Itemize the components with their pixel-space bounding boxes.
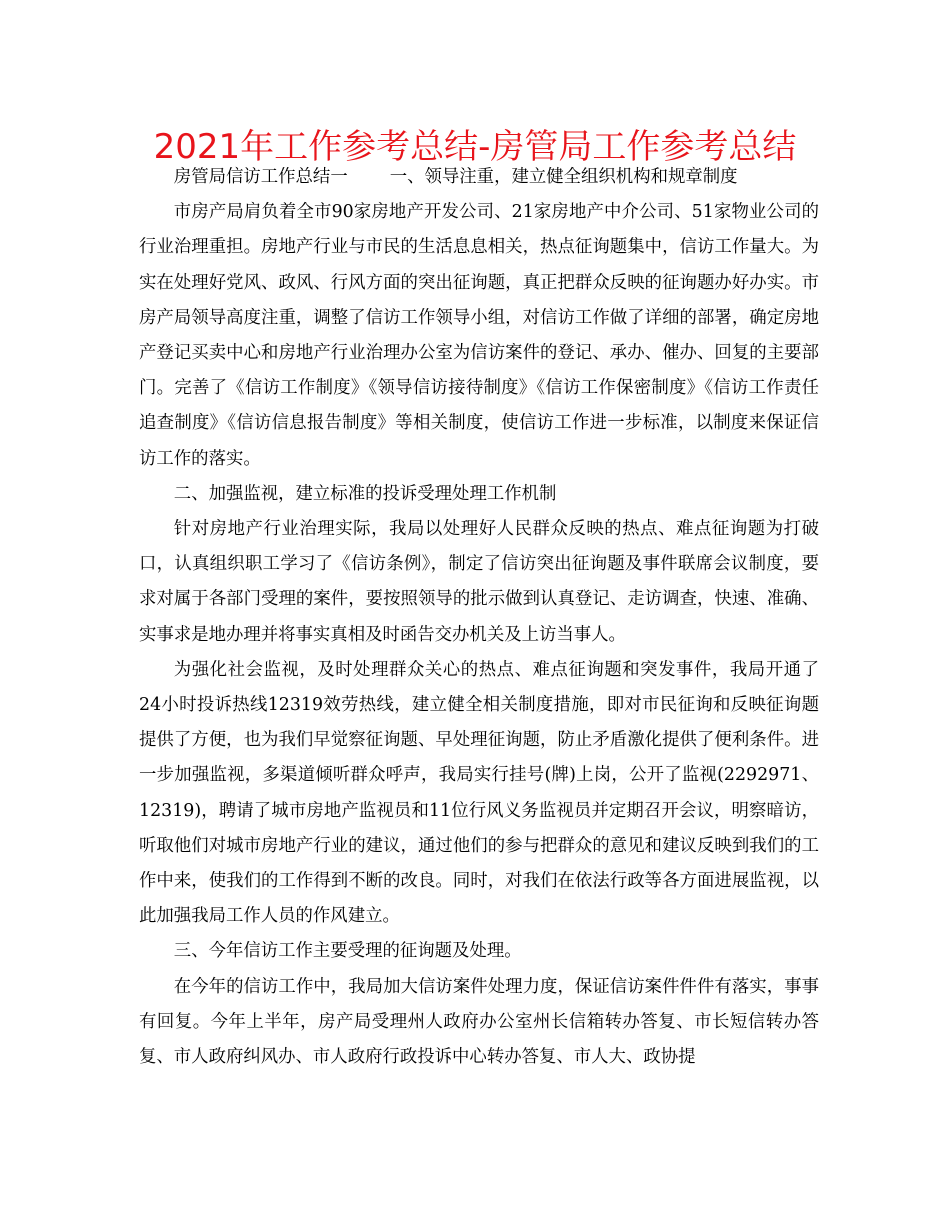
section-heading-2: 二、加强监视，建立标准的投诉受理处理工作机制	[173, 483, 557, 504]
intro-line	[139, 160, 819, 195]
paragraph-2: 针对房地产行业治理实际，我局以处理好人民群众反映的热点、难点征询题为打破口，认真组织职工学习了《信访条例》，制定了信访突出征询题及事件联席会议制度，要求对属于各部门受理的案件，要按照领导的批示做到认真登记、走访调查，快速、准确、实事求是地办理并将事实真相及时函告交办机关及上访当事人。	[139, 519, 819, 645]
paragraph-3: 为强化社会监视，及时处理群众关心的热点、难点征询题和突发事件，我局开通了24小时投诉热线12319效劳热线，建立健全相关制度措施，即对市民征询和反映征询题提供了方便，也为我们早觉察征询题、早处理征询题，防止矛盾激化提供了便利条件。进一步加强监视，多渠道倾听群众呼声，我局实行挂号(牌)上岗，公开了监视(2292971、12319)，聘请了城市房地产监视员和11位行风义务监视员并定期召开会议，明察暗访，听取他们对城市房地产行业的建议，通过他们的参与把群众的意见和建议反映到我们的工作中来，使我们的工作得到不断的改良。同时，对我们在依法行政等各方面进展监视，以此加强我局工作人员的作风建立。	[139, 659, 819, 927]
paragraph-1: 市房产局肩负着全市90家房地产开发公司、21家房地产中介公司、51家物业公司的行业治理重担。房地产行业与市民的生活息息相关，热点征询题集中，信访工作量大。为实在处理好党风、政风、行风方面的突出征询题，真正把群众反映的征询题办好办实。市房产局领导高度注重，调整了信访工作领导小组，对信访工作做了详细的部署，确定房地产登记买卖中心和房地产行业治理办公室为信访案件的登记、承办、催办、回复的主要部门。完善了《信访工作制度》《领导信访接待制度》《信访工作保密制度》《信访工作责任追查制度》《信访信息报告制度》等相关制度，使信访工作进一步标准，以制度来保证信访工作的落实。	[139, 202, 819, 469]
intro-heading: 房管局信访工作总结一	[173, 167, 348, 187]
document-body	[139, 160, 819, 1075]
paragraph-4: 在今年的信访工作中，我局加大信访案件处理力度，保证信访案件件件有落实，事事有回复。今年上半年，房产局受理州人政府办公室州长信箱转办答复、市长短信转办答复、市人政府纠风办、市人政府行政投诉中心转办答复、市人大、政协提	[139, 976, 819, 1068]
section-heading-1: 一、领导注重，建立健全组织机构和规章制度	[389, 167, 738, 187]
document-title: 2021年工作参考总结-房管局工作参考总结	[153, 127, 797, 167]
section-heading-3: 三、今年信访工作主要受理的征询题及处理。	[173, 941, 522, 962]
